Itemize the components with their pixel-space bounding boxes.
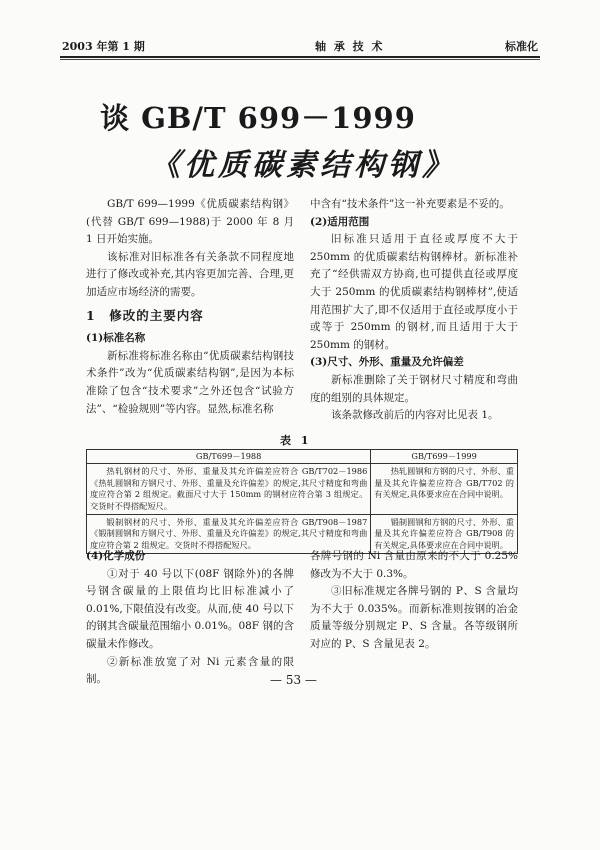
subsection-heading: (3)尺寸、外形、重量及允许偏差 xyxy=(310,356,464,369)
right-column-top xyxy=(310,196,518,425)
paragraph: 新标准将标准名称由“优质碳素结构钢技术条件”改为“优质碳素结构钢”,是因为本标准除了包含“技术要求”之外还包含“试验方法”、“检验规则”等内容。显然,标准名称 xyxy=(86,349,294,415)
comparison-table xyxy=(86,449,518,554)
running-header xyxy=(60,38,538,56)
page-number: — 53 — xyxy=(270,673,317,687)
table-header-row xyxy=(87,450,518,464)
table-caption: 表 1 xyxy=(280,434,312,447)
paragraph: 旧标准只适用于直径或厚度不大于 250mm 的优质碳素结构钢棒材。新标准补充了“经供需双方协商,也可提供直径或厚度大于 250mm 的优质碳素结构钢棒材”,使适用范围扩大了,即不仅适用于直径或厚度小于或等于 250mm 的钢材,而且适用于大于 250mm 的钢材。 xyxy=(310,233,518,351)
subsection-heading: (1)标准名称 xyxy=(86,332,146,345)
paragraph: 中含有“技术条件”这一补充要素是不妥的。 xyxy=(310,198,510,210)
issue-label: 2003 年第 1 期 xyxy=(62,40,145,53)
section-name: 标准化 xyxy=(505,40,538,53)
paragraph: ③旧标准规定各牌号钢的 P、S 含量均为不大于 0.035%。而新标准则按钢的冶金质量等级分别规定 P、S 含量。各等级钢所对应的 P、S 含量见表 2。 xyxy=(310,585,518,650)
cell-text: 锻制圆钢和方钢的尺寸、外形、重量及其允许偏差应符合 GB/T908 的有关规定,具体要求应在合同中说明。 xyxy=(374,517,514,550)
paragraph: ①对于 40 号以下(08F 钢除外)的各牌号钢含碳量的上限值均比旧标准减小了 0.01%,下限值没有改变。从而,使 40 号以下的钢其含碳量范围缩小 0.01%。08F 钢的含碳量未作修改。 xyxy=(86,567,294,650)
table-cell xyxy=(371,464,518,515)
section-heading: 1 修改的主要内容 xyxy=(86,307,204,323)
table-header-cell: GB/T699－1999 xyxy=(371,450,518,464)
article-subtitle: 《优质碳素结构钢》 xyxy=(150,148,456,183)
header-rule xyxy=(60,56,540,58)
left-column-top xyxy=(86,196,294,418)
table-row xyxy=(87,464,518,515)
cell-text: 锻制钢材的尺寸、外形、重量及其允许偏差应符合 GB/T908－1987《锻制圆钢和方钢尺寸、外形、重量及允许偏差》的规定,其尺寸精度和弯曲度应符合第 2 组规定。交货时不得搭配短尺。 xyxy=(90,517,368,550)
left-column-bottom xyxy=(86,548,294,689)
cell-text: 热轧圆钢和方钢的尺寸、外形、重量及其允许偏差应符合 GB/T702 的有关规定,具体要求应在合同中说明。 xyxy=(374,466,514,500)
subsection-heading: (4)化学成份 xyxy=(86,550,146,562)
paragraph: GB/T 699—1999《优质碳素结构钢》(代替 GB/T 699—1988)于 2000 年 8 月 1 日开始实施。 xyxy=(86,198,294,246)
journal-name: 轴 承 技 术 xyxy=(315,40,385,53)
table-cell xyxy=(87,464,371,515)
article-title: 谈 GB/T 699－1999 xyxy=(100,101,416,135)
header-rule-thin xyxy=(60,59,540,60)
paragraph: 该标准对旧标准各有关条款不同程度地进行了修改或补充,其内容更加完善、合理,更加适应市场经济的需要。 xyxy=(86,250,294,298)
paragraph: 该条款修改前后的内容对比见表 1。 xyxy=(331,409,499,422)
paragraph: 各牌号钢的 Ni 含量由原来的不大于 0.25% 修改为不大于 0.3%。 xyxy=(310,550,518,580)
paragraph: ②新标准放宽了对 Ni 元素含量的限制。 xyxy=(86,655,294,686)
table-header-cell: GB/T699－1988 xyxy=(87,450,371,464)
right-column-bottom xyxy=(310,548,518,654)
paragraph: 新标准删除了关于钢材尺寸精度和弯曲度的组别的具体规定。 xyxy=(310,373,518,404)
subsection-heading: (2)适用范围 xyxy=(310,215,370,228)
cell-text: 热轧钢材的尺寸、外形、重量及其允许偏差应符合 GB/T702－1986《热轧圆钢和方钢尺寸、外形、重量及允许偏差》的规定,其尺寸精度和弯曲度应符合第 2 组规定。截面尺寸大于 150mm 的钢材应符合第 3 组规定。交货时不得搭配短尺。 xyxy=(90,466,368,511)
